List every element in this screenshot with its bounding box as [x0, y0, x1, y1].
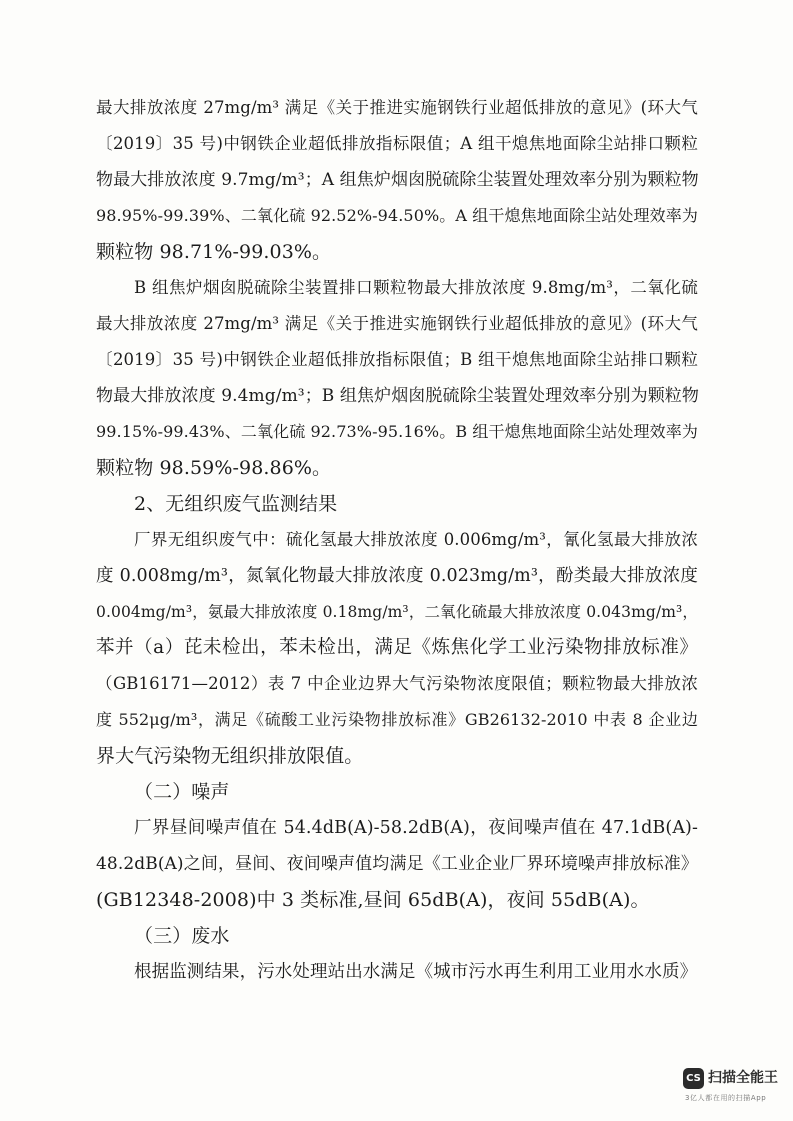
text-line: 厂界昼间噪声值在 54.4dB(A)-58.2dB(A)，夜间噪声值在 47.1dB(A)- — [134, 818, 698, 838]
text-line: 最大排放浓度 27mg/m³ 满足《关于推进实施钢铁行业超低排放的意见》(环大气 — [96, 314, 698, 333]
section-heading: （三）废水 — [134, 925, 230, 947]
watermark-app-name: 扫描全能王 — [708, 1070, 778, 1086]
text-line: 度 0.008mg/m³，氮氧化物最大排放浓度 0.023mg/m³，酚类最大排放浓度 — [96, 566, 698, 586]
text-line: 颗粒物 98.59%-98.86%。 — [96, 457, 332, 479]
scanner-watermark — [683, 1068, 783, 1118]
text-line: （GB16171—2012）表 7 中企业边界大气污染物浓度限值；颗粒物最大排放浓 — [96, 674, 698, 693]
text-line: 物最大排放浓度 9.4mg/m³；B 组焦炉烟囱脱硫除尘装置处理效率分别为颗粒物 — [96, 386, 699, 406]
text-line: 〔2019〕35 号)中钢铁企业超低排放指标限值；A 组干熄焦地面除尘站排口颗粒 — [96, 134, 698, 153]
text-line: 98.95%-99.39%、二氧化硫 92.52%-94.50%。A 组干熄焦地面除尘站处理效率为 — [96, 206, 698, 225]
text-line: 根据监测结果，污水处理站出水满足《城市污水再生利用工业用水水质》 — [134, 962, 698, 982]
text-line: B 组焦炉烟囱脱硫除尘装置排口颗粒物最大排放浓度 9.8mg/m³，二氧化硫 — [134, 278, 698, 297]
watermark-tagline: 3亿人都在用的扫描App — [685, 1094, 767, 1102]
section-heading: 2、无组织废气监测结果 — [134, 493, 338, 515]
camscanner-logo-icon: CS — [683, 1068, 704, 1089]
text-line: 度 552μg/m³，满足《硫酸工业污染物排放标准》GB26132-2010 中表 8 企业边 — [96, 710, 698, 729]
text-line: 〔2019〕35 号)中钢铁企业超低排放指标限值；B 组干熄焦地面除尘站排口颗粒 — [96, 350, 698, 369]
section-heading: （二）噪声 — [134, 781, 230, 803]
text-line: (GB12348-2008)中 3 类标准,昼间 65dB(A)，夜间 55dB(A)。 — [96, 889, 650, 911]
text-line: 物最大排放浓度 9.7mg/m³；A 组焦炉烟囱脱硫除尘装置处理效率分别为颗粒物 — [96, 170, 699, 190]
text-line: 48.2dB(A)之间，昼间、夜间噪声值均满足《工业企业厂界环境噪声排放标准》 — [96, 854, 698, 874]
text-line: 苯并（a）芘未检出，苯未检出，满足《炼焦化学工业污染物排放标准》 — [96, 637, 698, 658]
text-line: 厂界无组织废气中：硫化氢最大排放浓度 0.006mg/m³，氰化氢最大排放浓 — [134, 530, 698, 549]
text-line: 0.004mg/m³，氨最大排放浓度 0.18mg/m³，二氧化硫最大排放浓度 0.043mg/m³， — [96, 603, 698, 621]
text-line: 界大气污染物无组织排放限值。 — [96, 745, 364, 767]
text-line: 最大排放浓度 27mg/m³ 满足《关于推进实施钢铁行业超低排放的意见》(环大气 — [96, 98, 698, 117]
text-line: 99.15%-99.43%、二氧化硫 92.73%-95.16%。B 组干熄焦地面除尘站处理效率为 — [96, 422, 698, 441]
text-line: 颗粒物 98.71%-99.03%。 — [96, 241, 332, 263]
